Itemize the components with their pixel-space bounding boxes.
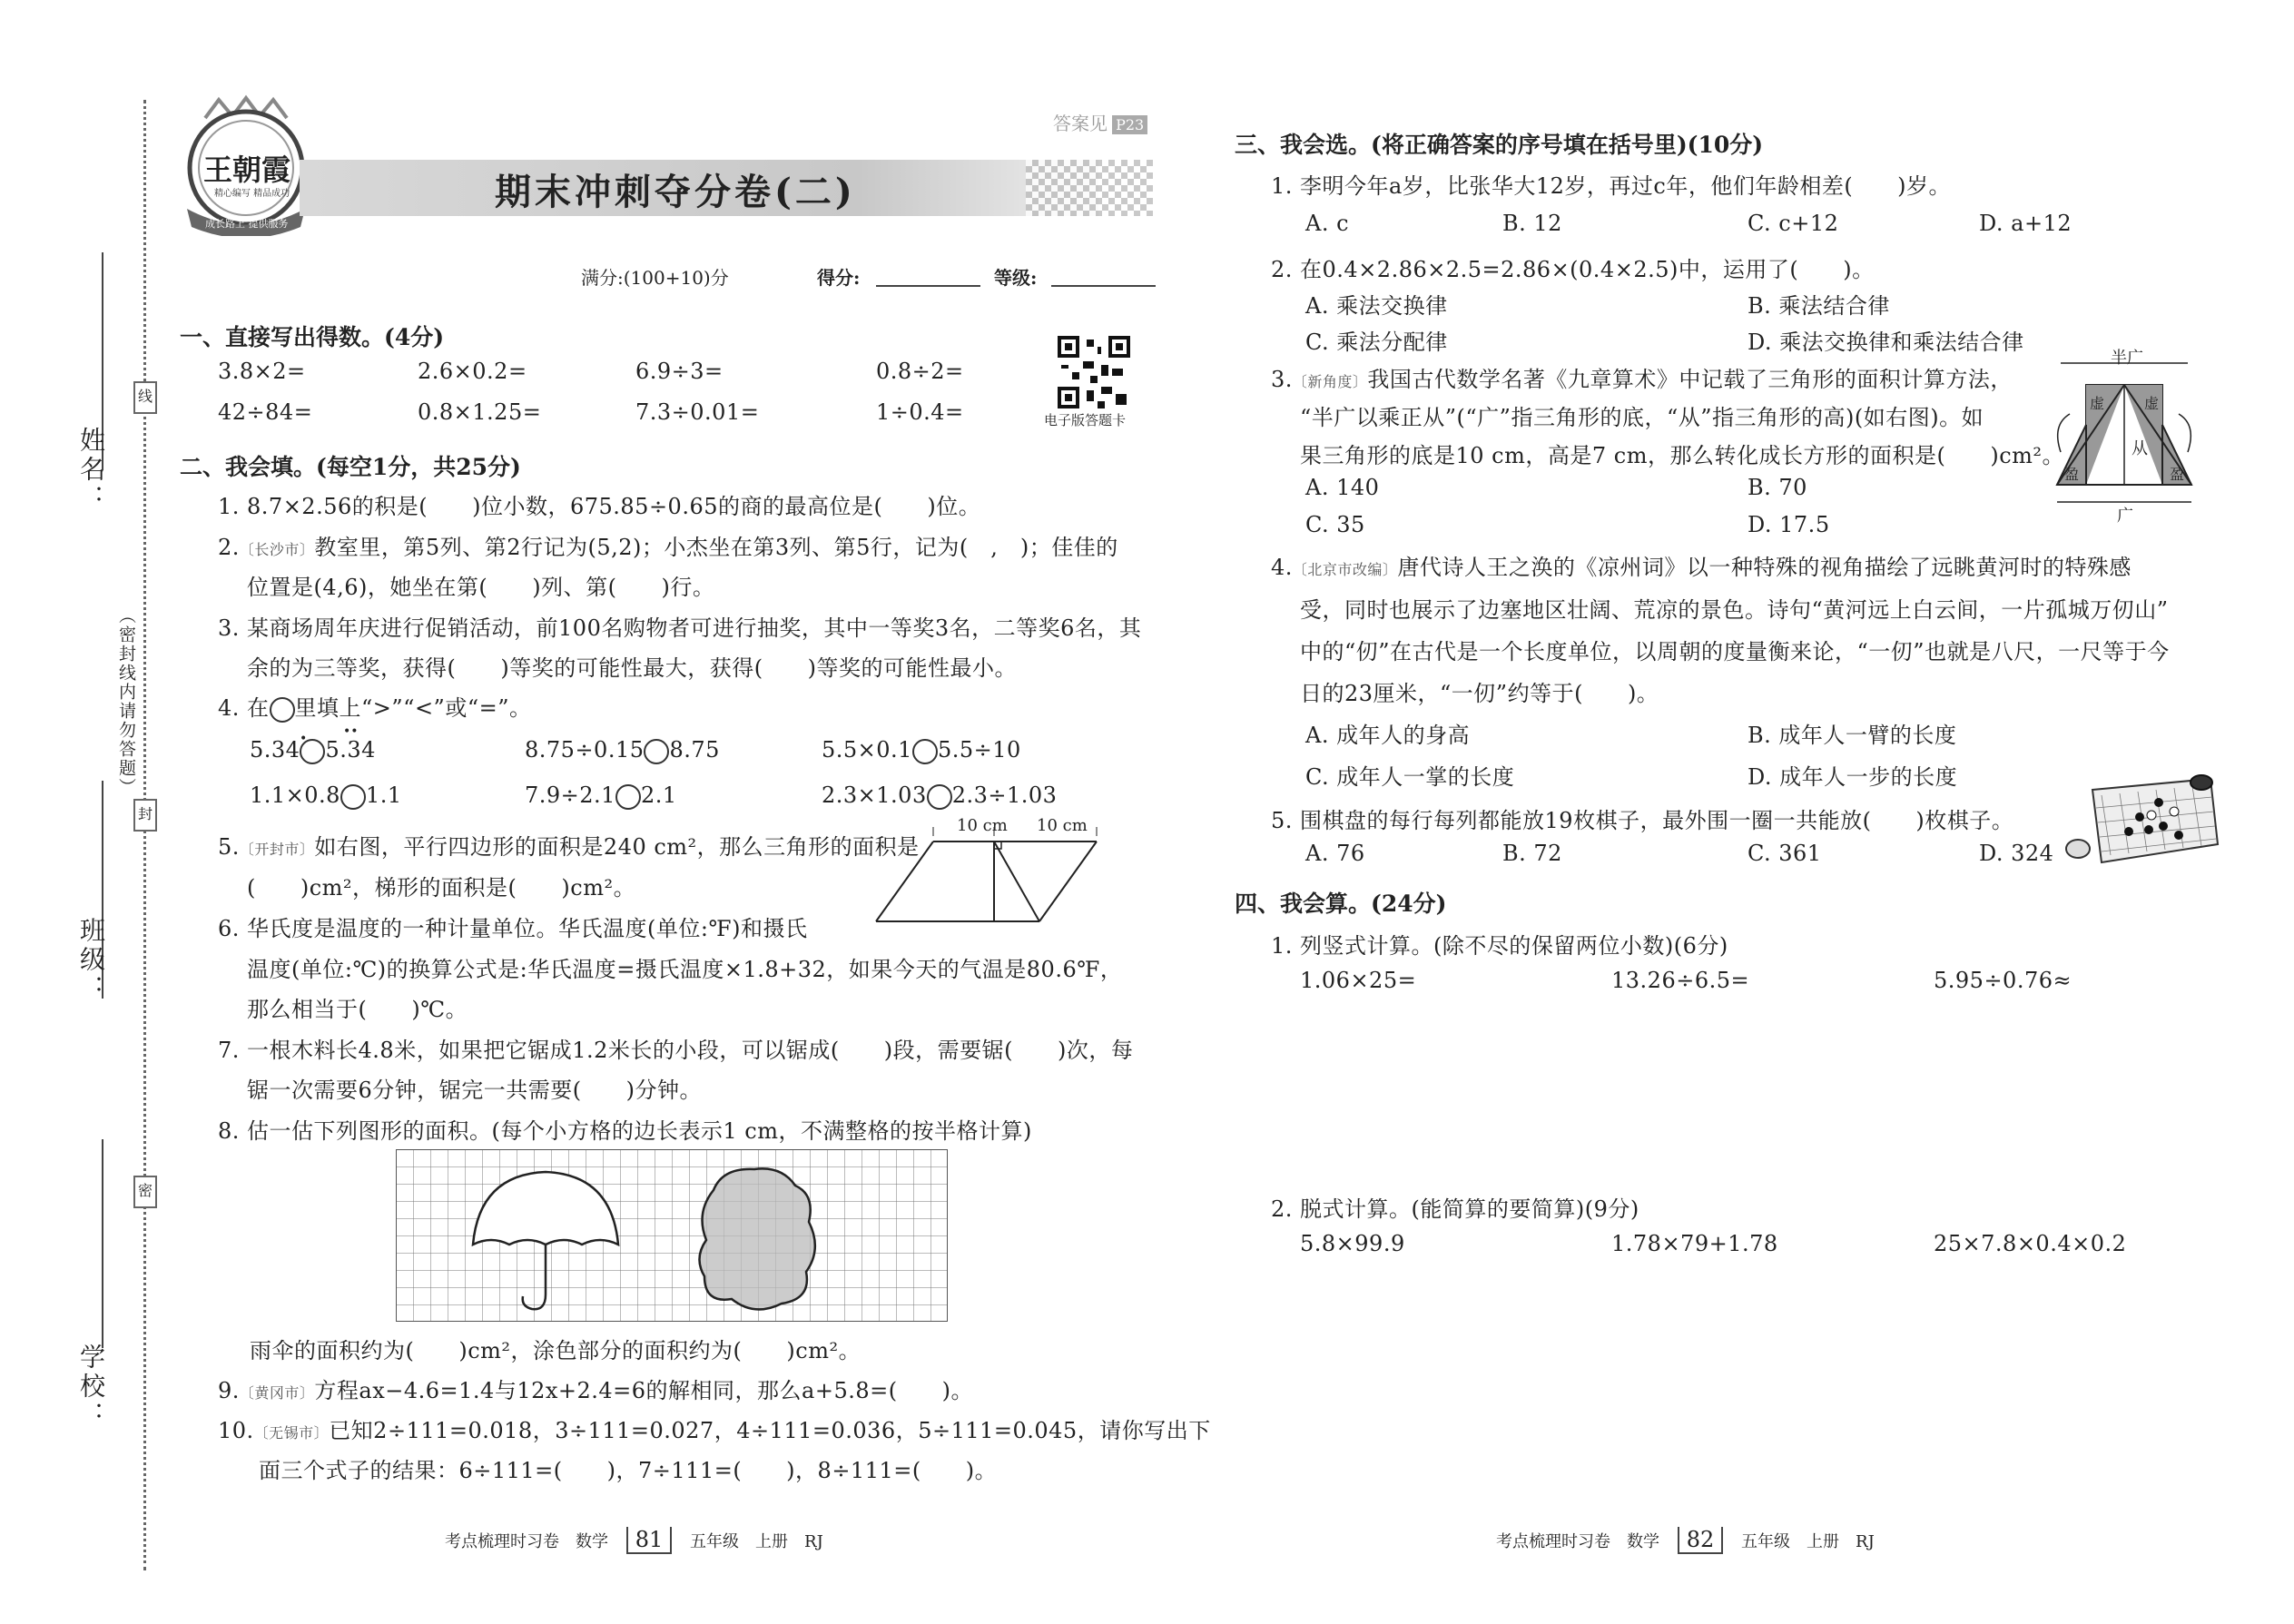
page-number: 82	[1678, 1527, 1724, 1554]
question-2-3: 3. 某商场周年庆进行促销活动，前100名购物者可进行抽奖，其中一等奖3名，二等奖6名，其	[218, 615, 1142, 641]
grade-label: 等级:	[994, 267, 1038, 289]
option[interactable]: D. 17.5	[1748, 512, 1830, 537]
compare-item: 7.9÷2.1 2.1	[525, 782, 677, 808]
calc-item: 3.8×2=	[218, 359, 306, 384]
class-label: 班级：	[76, 917, 106, 1004]
parallelogram-figure	[871, 816, 1108, 930]
source-tag: 〔北京市改编〕	[1292, 561, 1398, 578]
section3-heading: 三、我会选。(将正确答案的序号填在括号里)(10分)	[1235, 132, 1764, 158]
footer-right: 考点梳理时习卷 数学 82 五年级 上册 RJ	[1496, 1527, 1875, 1552]
option[interactable]: C. 乘法分配律	[1305, 330, 1448, 355]
question-3-4-cont: 中的“仞”在古代是一个长度单位，以周朝的度量衡来论，“一仞”也就是八尺，一尺等于今	[1300, 639, 2170, 664]
calc-item: 2.6×0.2=	[418, 359, 527, 384]
full-score: 满分:(100+10)分	[581, 267, 729, 289]
option[interactable]: A. 76	[1305, 841, 1365, 866]
option[interactable]: D. a+12	[1979, 211, 2072, 236]
dimension-label: 10 cm	[1037, 816, 1088, 835]
option[interactable]: B. 成年人一臂的长度	[1748, 723, 1957, 748]
page-number: 81	[626, 1527, 673, 1554]
qr-caption: 电子版答题卡	[1044, 412, 1127, 428]
question-3-4: 4.〔北京市改编〕唐代诗人王之涣的《凉州词》以一种特殊的视角描绘了远眺黄河时的特殊感	[1271, 555, 2132, 580]
question-3-4-cont: 受，同时也展示了边塞地区壮阔、荒凉的景色。诗句“黄河远上白云间，一片孤城万仞山”	[1300, 597, 2169, 623]
question-2-10: 10.〔无锡市〕已知2÷111=0.018，3÷111=0.027，4÷111=0.036，5÷111=0.045，请你写出下	[218, 1418, 1211, 1443]
name-label: 姓名：	[76, 427, 106, 514]
question-2-1: 1. 8.7×2.56的积是( )位小数，675.85÷0.65的商的最高位是( )位。	[218, 494, 981, 519]
seal-mark-top: 线	[133, 381, 157, 414]
question-2-4: 4. 在 里填上“>”“<”或“=”。	[218, 695, 532, 721]
calc-item: 42÷84=	[218, 399, 313, 425]
option[interactable]: B. 乘法结合律	[1748, 293, 1890, 319]
option[interactable]: C. 成年人一掌的长度	[1305, 764, 1515, 790]
seal-mark-mid: 封	[133, 799, 157, 832]
question-2-10-cont: 面三个式子的结果：6÷111=( )，7÷111=( )，8÷111=( )。	[259, 1458, 998, 1483]
school-field-line	[102, 1139, 103, 1348]
source-tag: 〔新角度〕	[1292, 373, 1368, 390]
calc-item: 25×7.8×0.4×0.2	[1934, 1231, 2127, 1256]
question-3-5: 5. 围棋盘的每行每列都能放19枚棋子，最外围一圈一共能放( )枚棋子。	[1271, 808, 2014, 833]
question-2-8: 8. 估一估下列图形的面积。(每个小方格的边长表示1 cm，不满整格的按半格计算)	[218, 1118, 1032, 1144]
compare-item: 5.5×0.1 5.5÷10	[822, 737, 1021, 763]
footer-left: 考点梳理时习卷 数学 81 五年级 上册 RJ	[445, 1527, 823, 1552]
option[interactable]: B. 70	[1748, 475, 1807, 500]
triangle-rectangle-figure	[2033, 349, 2215, 526]
grade-field[interactable]	[1051, 285, 1156, 287]
compare-item: 1.1×0.8 1.1	[250, 782, 402, 808]
qr-code[interactable]	[1058, 336, 1130, 408]
answer-page-badge: P23	[1112, 115, 1147, 134]
calc-item: 0.8×1.25=	[418, 399, 542, 425]
fig-label-ying: 盈	[2064, 466, 2080, 483]
source-tag: 〔黄冈市〕	[239, 1384, 315, 1402]
option[interactable]: D. 324	[1979, 841, 2054, 866]
option[interactable]: D. 乘法交换律和乘法结合律	[1748, 330, 2024, 355]
go-board-image	[2065, 772, 2220, 871]
fig-label-xu: 虚	[2090, 395, 2105, 412]
question-2-5-cont: ( )cm²，梯形的面积是( )cm²。	[247, 875, 636, 901]
recurring-dot: ••	[343, 724, 359, 739]
question-2-6: 6. 华氏度是温度的一种计量单位。华氏温度(单位:℉)和摄氏	[218, 916, 808, 941]
compare-item: 8.75÷0.15 8.75	[525, 737, 720, 763]
question-2-7-cont: 锯一次需要6分钟，锯完一共需要( )分钟。	[247, 1078, 702, 1103]
question-3-3-cont: 果三角形的底是10 cm，高是7 cm，那么转化成长方形的面积是( )cm²。	[1300, 443, 2065, 468]
question-4-2: 2. 脱式计算。(能简算的要简算)(9分)	[1271, 1196, 1639, 1222]
seal-mark-bottom: 密	[133, 1176, 157, 1208]
score-field[interactable]	[876, 285, 980, 287]
fig-label-half-base: 半广	[2111, 349, 2143, 368]
fig-label-ying: 盈	[2170, 466, 2185, 483]
option[interactable]: C. 35	[1305, 512, 1365, 537]
brand-motto-1: 精心编写 精品成功	[214, 189, 290, 199]
compare-item: 2.3×1.03 2.3÷1.03	[822, 782, 1058, 808]
school-label: 学校：	[76, 1343, 106, 1431]
question-3-1: 1. 李明今年a岁，比张华大12岁，再过c年，他们年龄相差( )岁。	[1271, 173, 1952, 199]
compare-circle-icon	[270, 697, 295, 723]
question-2-8-answer: 雨伞的面积约为( )cm²，涂色部分的面积约为( )cm²。	[250, 1338, 861, 1363]
option[interactable]: D. 成年人一步的长度	[1748, 764, 1958, 790]
question-2-2-cont: 位置是(4,6)，她坐在第( )列、第( )行。	[247, 575, 715, 600]
section1-heading: 一、直接写出得数。(4分)	[180, 324, 445, 350]
option[interactable]: A. c	[1305, 211, 1350, 236]
compare-circle-icon[interactable]	[615, 784, 641, 810]
question-4-1: 1. 列竖式计算。(除不尽的保留两位小数)(6分)	[1271, 933, 1728, 959]
option[interactable]: C. 361	[1748, 841, 1822, 866]
calc-item: 1÷0.4=	[876, 399, 964, 425]
compare-circle-icon[interactable]	[340, 784, 366, 810]
seal-dotted-line	[143, 100, 146, 1570]
recurring-dot: •	[300, 732, 308, 746]
compare-circle-icon[interactable]	[912, 739, 938, 764]
page-title: 期末冲刺夺分卷(二)	[495, 171, 856, 213]
question-2-7: 7. 一根木料长4.8米，如果把它锯成1.2米长的小段，可以锯成( )段，需要锯( )次，每	[218, 1038, 1134, 1063]
answer-ref: 答案见 P23	[1053, 109, 1147, 135]
checker-pattern	[1026, 160, 1153, 216]
brand-name: 王朝霞	[203, 153, 291, 187]
score-label: 得分:	[817, 267, 861, 289]
compare-circle-icon[interactable]	[927, 784, 952, 810]
question-2-6-cont: 那么相当于( )℃。	[247, 997, 468, 1022]
source-tag: 〔开封市〕	[239, 841, 315, 858]
compare-circle-icon[interactable]	[644, 739, 669, 764]
question-3-3: 3.〔新角度〕我国古代数学名著《九章算术》中记载了三角形的面积计算方法，	[1271, 367, 2013, 392]
calc-item: 1.78×79+1.78	[1611, 1231, 1778, 1256]
area-estimation-grid	[396, 1149, 948, 1322]
calc-item: 7.3÷0.01=	[635, 399, 760, 425]
question-2-2: 2.〔长沙市〕教室里，第5列、第2行记为(5,2)；小杰坐在第3列、第5行，记为( , )；佳佳的	[218, 535, 1118, 560]
dimension-label: 10 cm	[957, 816, 1008, 835]
section4-heading: 四、我会算。(24分)	[1235, 891, 1447, 917]
compare-item: 5.34 5.34	[250, 737, 376, 763]
option[interactable]: B. 72	[1502, 841, 1562, 866]
fig-label-cong: 从	[2132, 439, 2148, 458]
section2-heading: 二、我会填。(每空1分，共25分)	[180, 454, 521, 480]
calc-item: 0.8÷2=	[876, 359, 964, 384]
option[interactable]: A. 成年人的身高	[1305, 723, 1471, 748]
calc-item: 5.8×99.9	[1300, 1231, 1405, 1256]
question-2-3-cont: 余的为三等奖，获得( )等奖的可能性最大，获得( )等奖的可能性最小。	[247, 655, 1017, 681]
option[interactable]: B. 12	[1502, 211, 1562, 236]
question-2-6-cont: 温度(单位:℃)的换算公式是:华氏温度=摄氏温度×1.8+32，如果今天的气温是80.6℉，	[247, 957, 1123, 982]
question-2-5: 5.〔开封市〕如右图，平行四边形的面积是240 cm²，那么三角形的面积是	[218, 834, 920, 860]
question-3-4-cont: 日的23厘米，“一仞”约等于( )。	[1300, 681, 1659, 706]
calc-item: 5.95÷0.76≈	[1934, 968, 2072, 993]
brand-motto-2: 成长路上 提供服务	[205, 218, 289, 230]
source-tag: 〔无锡市〕	[253, 1424, 330, 1442]
calc-item: 6.9÷3=	[635, 359, 724, 384]
seal-note: （密封线内请勿答题）	[116, 606, 136, 797]
calc-item: 13.26÷6.5=	[1611, 968, 1750, 993]
question-3-2: 2. 在0.4×2.86×2.5=2.86×(0.4×2.5)中，运用了( )。	[1271, 257, 1875, 282]
fig-label-guang: 广	[2117, 507, 2133, 526]
option[interactable]: A. 乘法交换律	[1305, 293, 1448, 319]
option[interactable]: A. 140	[1305, 475, 1380, 500]
fig-label-xu: 虚	[2144, 395, 2160, 412]
calc-item: 1.06×25=	[1300, 968, 1417, 993]
question-2-9: 9.〔黄冈市〕方程ax−4.6=1.4与12x+2.4=6的解相同，那么a+5.8=( )。	[218, 1378, 973, 1403]
option[interactable]: C. c+12	[1748, 211, 1839, 236]
question-3-3-cont: “半广以乘正从”(“广”指三角形的底，“从”指三角形的高)(如右图)。如	[1300, 405, 1984, 430]
source-tag: 〔长沙市〕	[239, 541, 315, 558]
